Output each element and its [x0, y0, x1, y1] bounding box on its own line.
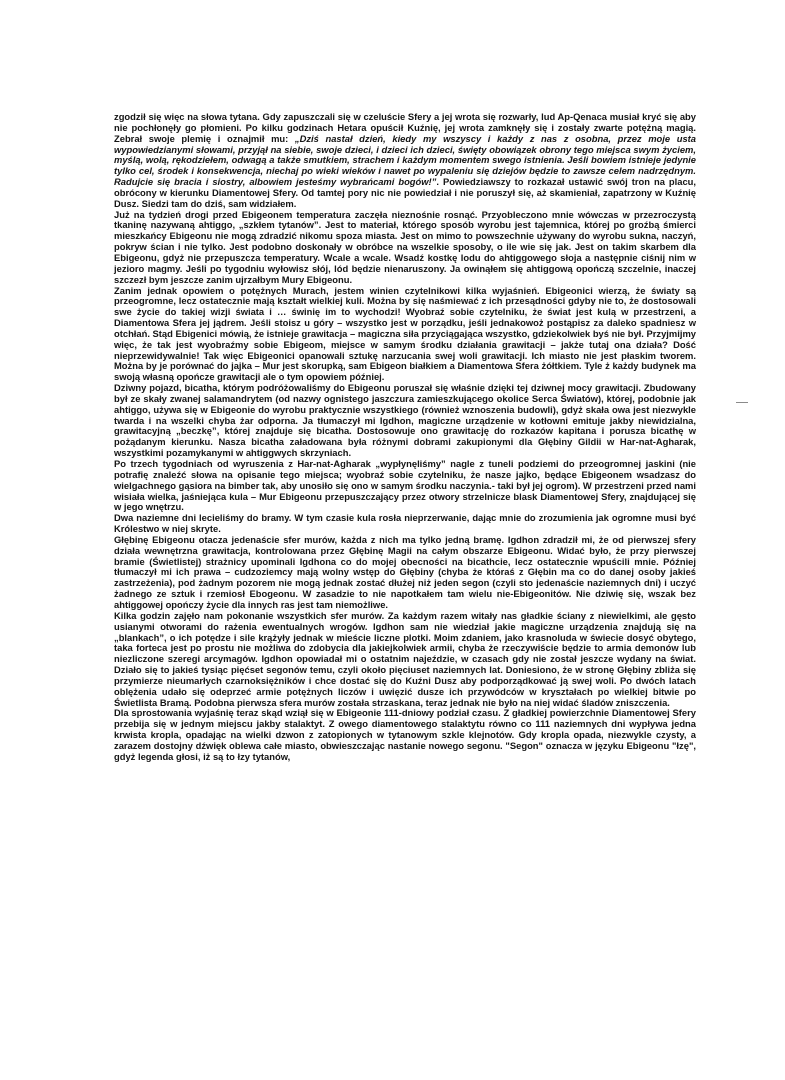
paragraph-text: Już na tydzień drogi przed Ebigeonem temperatura zaczęła nieznośnie rosnąć. Przyobleczono mnie wówczas w przezroczystą tkaninę nazywaną ahtiggo, „szkłem tytanów”. Jest to materiał, którego sposób wyrobu jest tajemnica, której po groźbą śmierci mieszkańcy Ebigeonu nie mogą zdradzić nikomu spoza miasta. Jest on mimo to powszechnie używany do wyrobu sukna, naczyń, pokryw ścian i nie tylko. Jest podobno doskonały w obróbce na wszelkie sposoby, o ile wie się jak. Jest on takim skarbem dla Ebigeonu, gdyż nie przepuszcza temperatury. Wcale a wcale. Wsadź kostkę lodu do ahtiggowego słoja a następnie ciśnij nim w jezioro magmy. Jeśli po tygodniu wyłowisz słój, lód będzie nienaruszony. Ja owinąłem się ahtiggową opończą szczelnie, inaczej szczezł bym jeszcze zanim ujrzałbym Mury Ebigeonu.	[114, 208, 696, 285]
paragraph-1	[114, 112, 696, 210]
paragraph-text: . Powiedziawszy to rozkazał ustawić swój tron na placu, obrócony w kierunku Diamentowej Sfery. Od tamtej pory nic nie powiedział i nie poruszył się, aż skamieniał, zapatrzony w Kuźnię Dusz. Siedzi tam do dziś, sam widziałem.	[114, 176, 696, 209]
paragraph-text: Dla sprostowania wyjaśnię teraz skąd wziął się w Ebigeonie 111-dniowy podział czasu. Z gładkiej powierzchnie Diamentowej Sfery przebija się w jednym miejscu jakby stalaktyt. Z owego diamentowego stalaktytu równo co 111 naziemnych dni wypływa jedna krwista kropla, opadając na wielki dzwon z zatopionych w tytanowym szkle klejnotów. Gdy kropla opada, niezwykle czysty, a zarazem dostojny dźwięk oblewa całe miasto, obwieszczając nastanie nowego segonu. "Segon" oznacza w języku Ebigeonu "łzę", gdyż legenda głosi, iż są to łzy tytanów,	[114, 707, 696, 762]
paragraph-text: zgodził się więc na słowa tytana. Gdy zapuszczali się w czeluście Sfery a jej wrota się rozwarły, lud Ap-Qenaca musiał kryć się aby nie pochłonęły go płomieni. Po kilku godzinach Hetara opuścił Kuźnię, jej wrota zamknęły się i zostały zwarte potężną magią. Zebrał swoje plemię i oznajmił mu:	[114, 111, 696, 144]
paragraph-8	[114, 611, 696, 709]
paragraph-4	[114, 383, 696, 459]
paragraph-6	[114, 513, 696, 535]
paragraph-3	[114, 286, 696, 384]
paragraph-text: Zanim jednak opowiem o potężnych Murach, jestem winien czytelnikowi kilka wyjaśnień. Ebigeonici wierzą, że światy są przeogromne, lecz ostatecznie mają kształt wielkiej kuli. Można by się naśmiewać z ich przesądności gdyby nie to, że dostosowali swe życie do takiej wizji świata i … świnię im to wychodzi! Wyobraź sobie czytelniku, że świat jest kulą w przestrzeni, a Diamentowa Sfera jej jądrem. Jeśli stoisz u góry – wszystko jest w porządku, jeśli jednakowoż postąpisz za daleko spadniesz w otchłań. Stąd Ebigenici mówią, że istnieje grawitacja – magiczna siła przyciągająca wszystko, gdziekolwiek byś nie był. Przyjmijmy więc, że tak jest wyobraźmy sobie Ebigeom, miejsce w samym środku działania grawitacji – jakże tutaj ona działa? Dość nieprzewidywalnie! Tak więc Ebigeonici opanowali sztukę narzucania swej woli grawitacji. Ich miasto nie jest płaskim tworem. Można by je porównać do jajka – Mur jest skorupką, sam Ebigeon białkiem a Diamentowa Sfera żółtkiem. Tyle ż każdy budynek ma swoją własną opończe grawitacji ale o tym opowiem później.	[114, 284, 696, 383]
paragraph-2	[114, 210, 696, 286]
paragraph-text: Dziwny pojazd, bicatha, którym podróżowaliśmy do Ebigeonu poruszał się właśnie dzięki tej dziwnej mocy grawitacji. Zbudowany był ze skały zwanej salamandrytem (od nazwy ognistego jaszczura zamieszkującego okolice Serca Światów), której, podobnie jak ahtiggo, używa się w Ebigeonie do wyrobu praktycznie wszystkiego (również wznoszenia budowli), gdyż skała owa jest niezwykle twarda i na wszelki chyba żar odporna. Ja tłumaczył mi Igdhon, magiczne urządzenie w kotłowni emituje jakby niewidzialna, grawitacyjną „beczkę”, której znajduje się bicatha. Dostosowuje ono grawitację do rozkazów kapitana i porusza bicathę w pożądanym kierunku. Nasza bicatha załadowana była różnymi dobrami zakupionymi dla Głębiny Gildii w Har-nat-Agharak, wszystkimi pozamykanymi w ahtiggwych skrzyniach.	[114, 382, 696, 459]
paragraph-text: Kilka godzin zajęło nam pokonanie wszystkich sfer murów. Za każdym razem witały nas gładkie ściany z niewielkimi, ale gęsto usianymi otworami do rażenia ewentualnych wrogów. Igdhon sam nie wiedział jakie magiczne urządzenia znajdują się na „blankach”, o ich potędze i sile krążyły jednak w mieście liczne plotki. Moim zdaniem, jako krasnoluda w świecie dosyć obytego, taka forteca jest po prostu nie możliwa do zdobycia dla jakiejkolwiek armii, chyba że rzeczywiście będzie to armia demonów lub niezliczone szeregi arcymagów. Igdhon opowiadał mi o ostatnim najeździe, w czasach gdy nie został jeszcze wydany na świat. Działo się to jakieś tysiąc pięćset segonów temu, czyli około pięciuset naziemnych lat. Doniesiono, że w stronę Głębiny zbliża się przymierze nieumarłych czarnoksiężników i chce dostać się do Kuźni Dusz aby podporządkować ją swej woli. Po dwóch latach oblężenia udało się odeprzeć armie potężnych liczów i uwięzić dusze ich przywódców w kryształach po wielkiej bitwie po Świetlista Bramą. Podobna pierwsza sfera murów została strzaskana, teraz jednak nie było na niej widać śladów zniszczenia.	[114, 609, 696, 708]
paragraph-7	[114, 535, 696, 611]
paragraph-text: Głębinę Ebigeonu otacza jedenaście sfer murów, każda z nich ma tylko jedną bramę. Igdhon zdradził mi, że od pierwszej sfery działa wewnętrzna grawitacja, kontrolowana przez Głębinę Magii na całym obszarze Ebigeonu. Widać było, że przy pierwszej bramie (Świetlistej) strażnicy upominali Igdhona co do mojej obecności na bicathcie, lecz ostatecznie wpuścili mnie. Później tłumaczył mi ich prawa – cudzoziemcy mają wolny wstęp do Głębiny (chyba że któraś z Głębin ma co do danej osoby jakieś zastrzeżenia), pod żadnym pozorem nie mogą jednak zostać dłużej niż jeden segon (czyli sto jedenaście naziemnych dni) i uczyć żadnego ze sztuk i rzemiosł Ebogeonu. W zasadzie to nie napotkałem tam wielu nie-Ebigeonitów. Nie dziwię się, wszak bez ahtiggowej opończy życie dla innych ras jest tam niemożliwe.	[114, 533, 696, 610]
paragraph-text: Dwa naziemne dni lecieliśmy do bramy. W tym czasie kula rosła nieprzerwanie, dając mnie do zrozumienia jak ogromne musi być Królestwo w niej skryte.	[114, 512, 696, 535]
quoted-speech: „Dziś nastał dzień, kiedy my wszyscy i każdy z nas z osobna, przez moje usta wypowiedzianymi słowami, przyjął na siebie, swoje dzieci, i dzieci ich dzieci, święty obowiązek obrony tego miejsca swym życiem, myślą, wolą, rękodziełem, odwagą a także smutkiem, strachem i każdym momentem swego istnienia. Jeśli bowiem istnieje jedynie tylko cel, środek i konsekwencja, niechaj po wieki wieków i nawet po wypaleniu się dziejów będzie to zawsze celem nadrzędnym. Radujcie się bracia i siostry, albowiem jesteśmy wybrańcami bogów!”	[114, 132, 696, 188]
scan-artifact-mark	[736, 402, 748, 403]
paragraph-9	[114, 708, 696, 762]
paragraph-5	[114, 459, 696, 513]
document-page	[114, 112, 696, 763]
paragraph-text: Po trzech tygodniach od wyruszenia z Har-nat-Agharak „wypłynęliśmy” nagle z tuneli podziemi do przeogromnej jaskini (nie potrafię znaleźć słowa na opisanie tego miejsca; wyobraź sobie czytelniku, że nasze jajko, będące Ebigeonem wsadzasz do wielgachnego gąsiora na bimber tak, aby unosiło się ono w samym środku naczynia.- taki był jej ogrom). W przestrzeni przed nami wisiała wielka, jaśniejąca kula – Mur Ebigeonu przepuszczający przez otwory strzelnicze blask Diamentowej Sfery, znajdującej się w jego wnętrzu.	[114, 458, 696, 513]
